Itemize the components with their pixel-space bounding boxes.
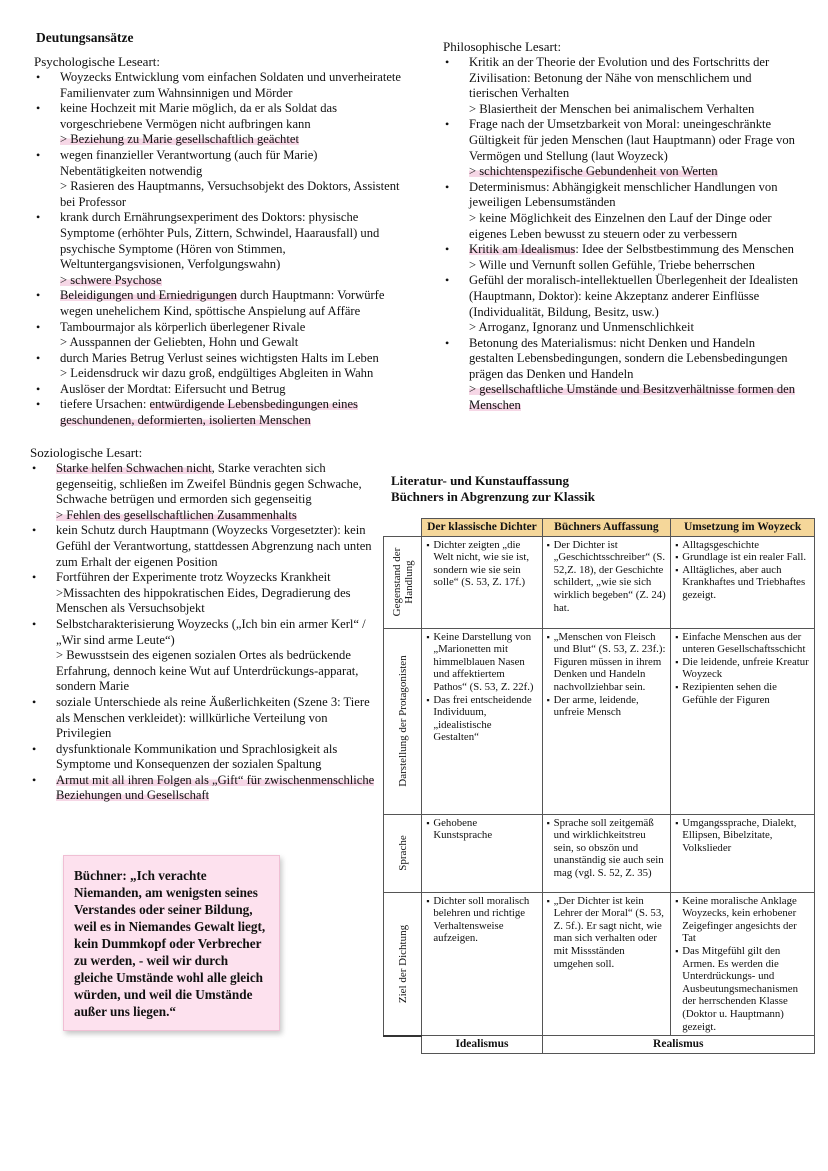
list-item: [34, 351, 406, 382]
item-conclusion: > Bewusstsein des eigenen sozialen Ortes als bedrückende Erfahrung, dennoch keine Wut auf Unterdrückungs-apparat, sondern Marie: [56, 648, 359, 694]
item-text: kein Schutz durch Hauptmann (Woyzecks Vorgesetzter): kein Gefühl der Verantwortung, stattdessen Abgrenzung nach unten zum Erhalt der eigenen Position: [56, 523, 372, 569]
item-text: wegen finanzieller Verantwortung (auch für Marie) Nebentätigkeiten notwendig: [60, 147, 318, 178]
table-cell: [671, 814, 815, 892]
item-text: soziale Unterschiede als reine Äußerlichkeiten (Szene 3: Tiere als Menschen verkleidet): willkürliche Verteilung von Privilegien: [56, 694, 370, 741]
psych-title: Psychologische Leseart:: [34, 54, 160, 69]
list-item: [443, 336, 801, 414]
item-text: Betonung des Materialismus: nicht Denken und Handeln gestalten Lebensbedingungen, sondern die Lebensbedingungen prägen das Denken und Handeln: [469, 335, 788, 381]
item-conclusion: > gesellschaftliche Umstände und Besitzverhältnisse formen den Menschen: [469, 382, 796, 413]
buechner-quote-box: Büchner: „Ich verachte Niemanden, am wenigsten seines Verstandes oder seiner Bildung, weil es in Niemandes Gewalt liegt, kein Dummkopf oder Verbrecher zu werden, - weil wir durch gleiche Umstände wohl alle gleich würden, und weil die Umstände außer uns liegen.“: [63, 855, 280, 1031]
table-header: Umsetzung im Woyzeck: [671, 519, 815, 537]
item-text: Auslöser der Mordtat: Eifersucht und Betrug: [60, 381, 286, 396]
list-item: [443, 180, 801, 242]
highlighted-text: Kritik am Idealismus: [469, 242, 576, 257]
comparison-table: [383, 518, 815, 1054]
psych-section: [34, 54, 406, 429]
row-label-cell: [384, 628, 422, 814]
item-text: Selbstcharakterisierung Woyzecks („Ich bin ein armer Kerl“ / „Wir sind arme Leute“): [56, 616, 366, 647]
row-label: Darstellung der Protagonisten: [396, 655, 409, 787]
cell-point: ▪ Umgangssprache, Dialekt, Ellipsen, Bibelzitate, Volkslieder: [675, 817, 810, 855]
table-cell: [422, 892, 542, 1036]
lit-title-line1: Literatur- und Kunstauffassung: [391, 473, 569, 488]
cell-point: ▪ Grundlage ist ein realer Fall.: [675, 551, 810, 564]
page-heading: Deutungsansätze: [36, 30, 134, 45]
socio-section: [30, 445, 375, 804]
table-cell: [422, 628, 542, 814]
table-cell: [422, 536, 542, 628]
table-header-row: [384, 519, 815, 537]
list-item: [34, 210, 406, 288]
item-conclusion: > Rasieren des Hauptmanns, Versuchsobjekt des Doktors, Assistent bei Professor: [60, 179, 400, 209]
item-text: keine Hochzeit mit Marie möglich, da er als Soldat das vorgeschriebene Vermögen nicht aufbringen kann: [60, 101, 337, 131]
socio-list: [30, 461, 375, 804]
psych-list: [34, 70, 406, 429]
table-cell: [422, 814, 542, 892]
highlighted-text: Beleidigungen und Erniedrigungen: [60, 288, 237, 303]
list-item: [443, 55, 801, 117]
item-text: , Starke verachten sich gegenseitig, schließen im Zweifel Bündnis gegen Schwache, Schwache betrügen und ermorden sich gegenseitig: [56, 461, 362, 507]
list-item: [34, 288, 406, 319]
row-label: Ziel der Dichtung: [396, 924, 409, 1003]
list-item: [443, 242, 801, 273]
table-row: [384, 536, 815, 628]
table-footer-row: [384, 1036, 815, 1054]
item-text: durch Hauptmann: Vorwürfe wegen unehelichem Kind, spöttische Anspielung auf Affäre: [60, 288, 385, 318]
table-row: [384, 892, 815, 1036]
list-item: [443, 117, 801, 179]
item-conclusion: > Beziehung zu Marie gesellschaftlich geächtet: [60, 132, 299, 147]
philo-section: [443, 39, 801, 414]
table-cell: [542, 892, 671, 1036]
list-item: [34, 320, 406, 351]
cell-point: ▪ Alltagsgeschichte: [675, 539, 810, 552]
philo-title: Philosophische Lesart:: [443, 39, 562, 54]
item-text: : Idee der Selbstbestimmung des Menschen: [575, 242, 794, 257]
list-item: [30, 773, 375, 804]
cell-point: ▪ Der Dichter ist „Geschichtsschreiber“ (S. 52,Z. 18), der Geschichte schildert, „wie sie sich wirklich begeben“ (Z. 24) hat.: [547, 539, 667, 615]
list-item: [34, 101, 406, 148]
row-label: Sprache: [396, 835, 409, 871]
item-conclusion: >Missachten des hippokratischen Eides, Degradierung des Menschen als Versuchsobjekt: [56, 585, 351, 616]
item-conclusion: > Wille und Vernunft sollen Gefühle, Triebe beherrschen: [469, 257, 755, 272]
item-text: Determinismus: Abhängigkeit menschlicher Handlungen von jeweiligen Lebensumständen: [469, 179, 778, 210]
list-item: [34, 382, 406, 398]
table-corner: [384, 519, 422, 537]
item-conclusion: > Arroganz, Ignoranz und Unmenschlichkeit: [469, 320, 694, 335]
item-text: Tambourmajor als körperlich überlegener Rivale: [60, 319, 306, 334]
row-label: Gegenstand der Handlung: [390, 547, 415, 617]
list-item: [30, 570, 375, 617]
table-cell: [542, 814, 671, 892]
list-item: [443, 273, 801, 335]
cell-point: ▪ Der arme, leidende, unfreie Mensch: [547, 694, 667, 719]
footer-spacer: [384, 1036, 422, 1054]
list-item: [34, 70, 406, 101]
philo-list: [443, 55, 801, 414]
list-item: [30, 461, 375, 523]
row-label-cell: [384, 536, 422, 628]
item-conclusion: > Leidensdruck wir dazu groß, endgültiges Abgleiten in Wahn: [60, 366, 374, 381]
cell-point: ▪ Alltägliches, aber auch Krankhaftes und Triebhaftes gezeigt.: [675, 564, 810, 602]
table-cell: [671, 892, 815, 1036]
item-text: Fortführen der Experimente trotz Woyzecks Krankheit: [56, 570, 331, 585]
item-text: Kritik an der Theorie der Evolution und des Fortschritts der Zivilisation: Betonung der Nähe von menschlichem und tierischen Verhalten: [469, 55, 770, 101]
item-text: krank durch Ernährungsexperiment des Doktors: physische Symptome (erhöhter Puls, Zittern, Schwindel, Haarausfall) und psychische Symptome (Hören von Stimmen, Weltuntergangsvisionen, Verfolgungswahn): [60, 210, 380, 272]
item-text: Frage nach der Umsetzbarkeit von Moral: uneingeschränkte Gültigkeit für jeden Menschen (laut Hauptmann) oder Frage von Vermögen und Stellung (laut Woyzeck): [469, 117, 795, 163]
item-conclusion: > Ausspannen der Geliebten, Hohn und Gewalt: [60, 335, 299, 350]
highlighted-text: Armut mit all ihren Folgen als „Gift“ für zwischenmenschliche Beziehungen und Gesellschaft: [56, 772, 375, 803]
item-conclusion: > schichtenspezifische Gebundenheit von Werten: [469, 164, 718, 179]
table-header: Büchners Auffassung: [542, 519, 671, 537]
footer-idealismus: Idealismus: [422, 1036, 542, 1054]
table-cell: [671, 628, 815, 814]
lit-title: [391, 473, 595, 505]
item-conclusion: > keine Möglichkeit des Einzelnen den Lauf der Dinge oder eigenes Leben bewusst zu steuern oder zu verbessern: [469, 210, 772, 241]
cell-point: ▪ Dichter soll moralisch belehren und richtige Verhaltensweise aufzeigen.: [426, 895, 537, 945]
table-cell: [542, 628, 671, 814]
item-text: dysfunktionale Kommunikation und Sprachlosigkeit als Symptome und Konsequenzen der sozialen Spaltung: [56, 741, 338, 772]
item-text: durch Maries Betrug Verlust seines wichtigsten Halts im Leben: [60, 350, 379, 365]
list-item: [30, 523, 375, 570]
item-text: Woyzecks Entwicklung vom einfachen Soldaten und unverheiratete Familienvater zum Wahnsinnigen und Mörder: [60, 70, 402, 100]
cell-point: ▪ „Der Dichter ist kein Lehrer der Moral“ (S. 53, Z. 5f.). Er sagt nicht, wie man sich verhalten oder mit Missständen umgehen soll.: [547, 895, 667, 971]
row-label-cell: [384, 814, 422, 892]
item-conclusion: > schwere Psychose: [60, 272, 162, 287]
table-row: [384, 814, 815, 892]
cell-point: ▪ Rezipienten sehen die Gefühle der Figuren: [675, 681, 810, 706]
item-conclusion: > Fehlen des gesellschaftlichen Zusammenhalts: [56, 507, 297, 522]
highlighted-text: Starke helfen Schwachen nicht: [56, 461, 212, 475]
list-item: [30, 742, 375, 773]
cell-point: ▪ „Menschen von Fleisch und Blut“ (S. 53, Z. 23f.): Figuren müssen in ihrem Denken und Handeln nachvollziehbar sein.: [547, 631, 667, 694]
cell-point: ▪ Sprache soll zeitgemäß und wirklichkeitstreu sein, so obszön und unanständig sie auch sein mag (vgl. S. 52, Z. 35): [547, 817, 667, 880]
table-cell: [542, 536, 671, 628]
item-text: Gefühl der moralisch-intellektuellen Überlegenheit der Idealisten (Hauptmann, Doktor): keine Akzeptanz anderer Einflüsse (Individualität, Bildung, Besitz, usw.): [469, 273, 799, 319]
cell-point: ▪ Das Mitgefühl gilt den Armen. Es werden die Unterdrückungs- und Ausbeutungsmechanismen der herrschenden Klasse (Doktor u. Hauptmann) gezeigt.: [675, 945, 810, 1033]
cell-point: ▪ Keine moralische Anklage Woyzecks, kein erhobener Zeigefinger angesichts der Tat: [675, 895, 810, 945]
cell-point: ▪ Das frei entscheidende Individuum, „idealistische Gestalten“: [426, 694, 537, 744]
footer-realismus: Realismus: [542, 1036, 814, 1054]
cell-point: ▪ Gehobene Kunstsprache: [426, 817, 537, 842]
cell-point: ▪ Dichter zeigten „die Welt nicht, wie sie ist, sondern wie sie sein solle“ (S. 53, Z. 17f.): [426, 539, 537, 589]
list-item: [34, 148, 406, 210]
cell-point: ▪ Einfache Menschen aus der unteren Gesellschaftsschicht: [675, 631, 810, 656]
table-header: Der klassische Dichter: [422, 519, 542, 537]
highlighted-text: entwürdigende Lebensbedingungen eines geschundenen, deformierten, isolierten Menschen: [60, 397, 358, 428]
item-text: tiefere Ursachen:: [60, 397, 150, 412]
table-row: [384, 628, 815, 814]
list-item: [34, 397, 406, 428]
list-item: [30, 617, 375, 695]
cell-point: ▪ Die leidende, unfreie Kreatur Woyzeck: [675, 656, 810, 681]
cell-point: ▪ Keine Darstellung von „Marionetten mit himmelblauen Nasen und affektiertem Pathos“ (S. 53, Z. 22f.): [426, 631, 537, 694]
row-label-cell: [384, 892, 422, 1036]
item-conclusion: > Blasiertheit der Menschen bei animalischem Verhalten: [469, 101, 755, 116]
lit-title-line2: Büchners in Abgrenzung zur Klassik: [391, 489, 595, 504]
table-cell: [671, 536, 815, 628]
socio-title: Soziologische Lesart:: [30, 445, 143, 460]
list-item: [30, 695, 375, 742]
